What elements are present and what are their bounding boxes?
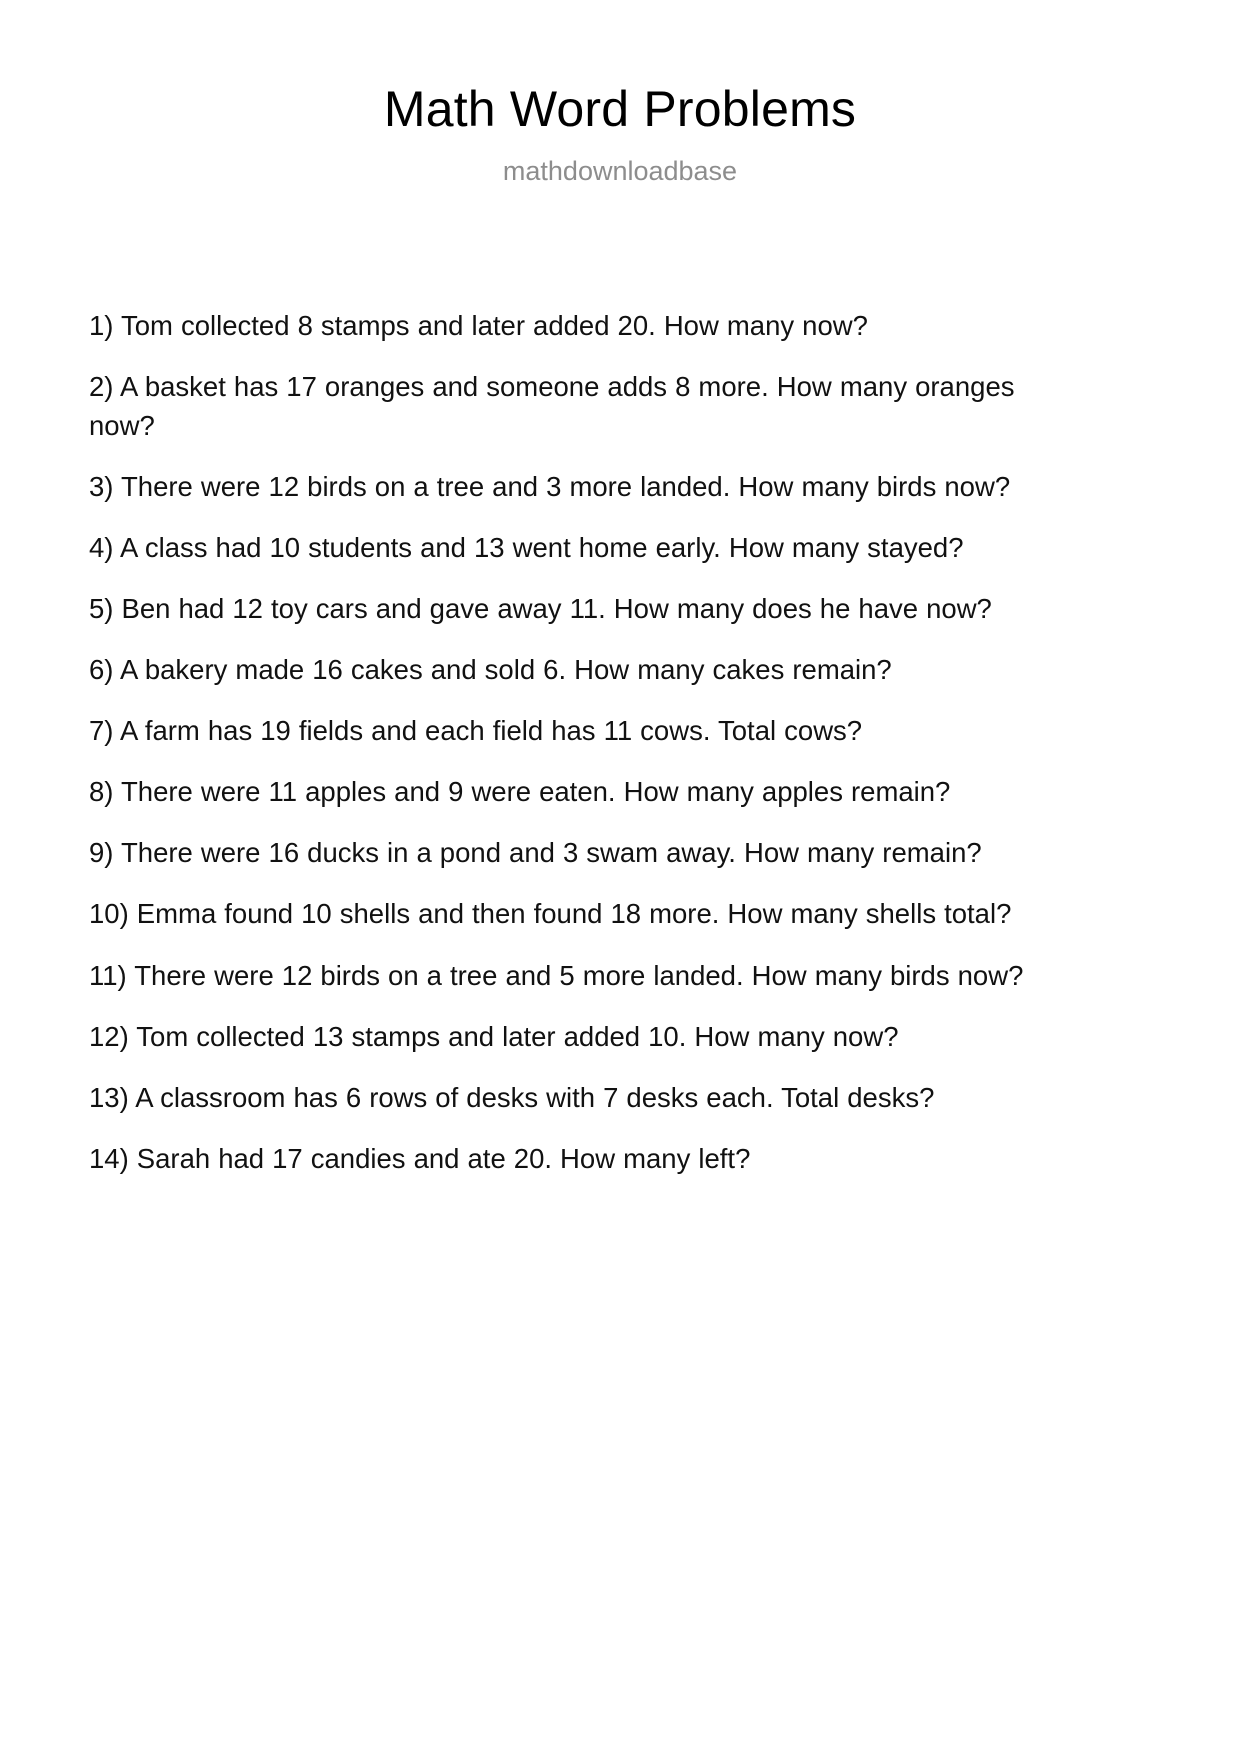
page-title: Math Word Problems xyxy=(383,81,857,137)
document-header xyxy=(0,0,1240,187)
list-item: 14) Sarah had 17 candies and ate 20. How many left? xyxy=(89,1142,751,1174)
list-item: 13) A classroom has 6 rows of desks with 7 desks each. Total desks? xyxy=(89,1081,935,1113)
list-item: 2) A basket has 17 oranges and someone adds 8 more. How many oranges now? xyxy=(89,371,1015,442)
list-item: 10) Emma found 10 shells and then found 18 more. How many shells total? xyxy=(89,898,1012,930)
list-item: 6) A bakery made 16 cakes and sold 6. How many cakes remain? xyxy=(89,654,892,686)
list-item: 4) A class had 10 students and 13 went home early. How many stayed? xyxy=(89,532,964,564)
problem-list xyxy=(89,306,1039,1178)
list-item: 1) Tom collected 8 stamps and later added 20. How many now? xyxy=(89,310,868,341)
list-item: 11) There were 12 birds on a tree and 5 more landed. How many birds now? xyxy=(89,959,1024,991)
list-item: 12) Tom collected 13 stamps and later added 10. How many now? xyxy=(89,1020,899,1052)
list-item: 3) There were 12 birds on a tree and 3 more landed. How many birds now? xyxy=(89,471,1011,503)
list-item: 8) There were 11 apples and 9 were eaten. How many apples remain? xyxy=(89,776,951,808)
list-item: 7) A farm has 19 fields and each field has 11 cows. Total cows? xyxy=(89,715,863,747)
page-subtitle: mathdownloadbase xyxy=(502,156,738,186)
list-item: 9) There were 16 ducks in a pond and 3 swam away. How many remain? xyxy=(89,837,982,869)
list-item: 5) Ben had 12 toy cars and gave away 11. How many does he have now? xyxy=(89,593,992,625)
